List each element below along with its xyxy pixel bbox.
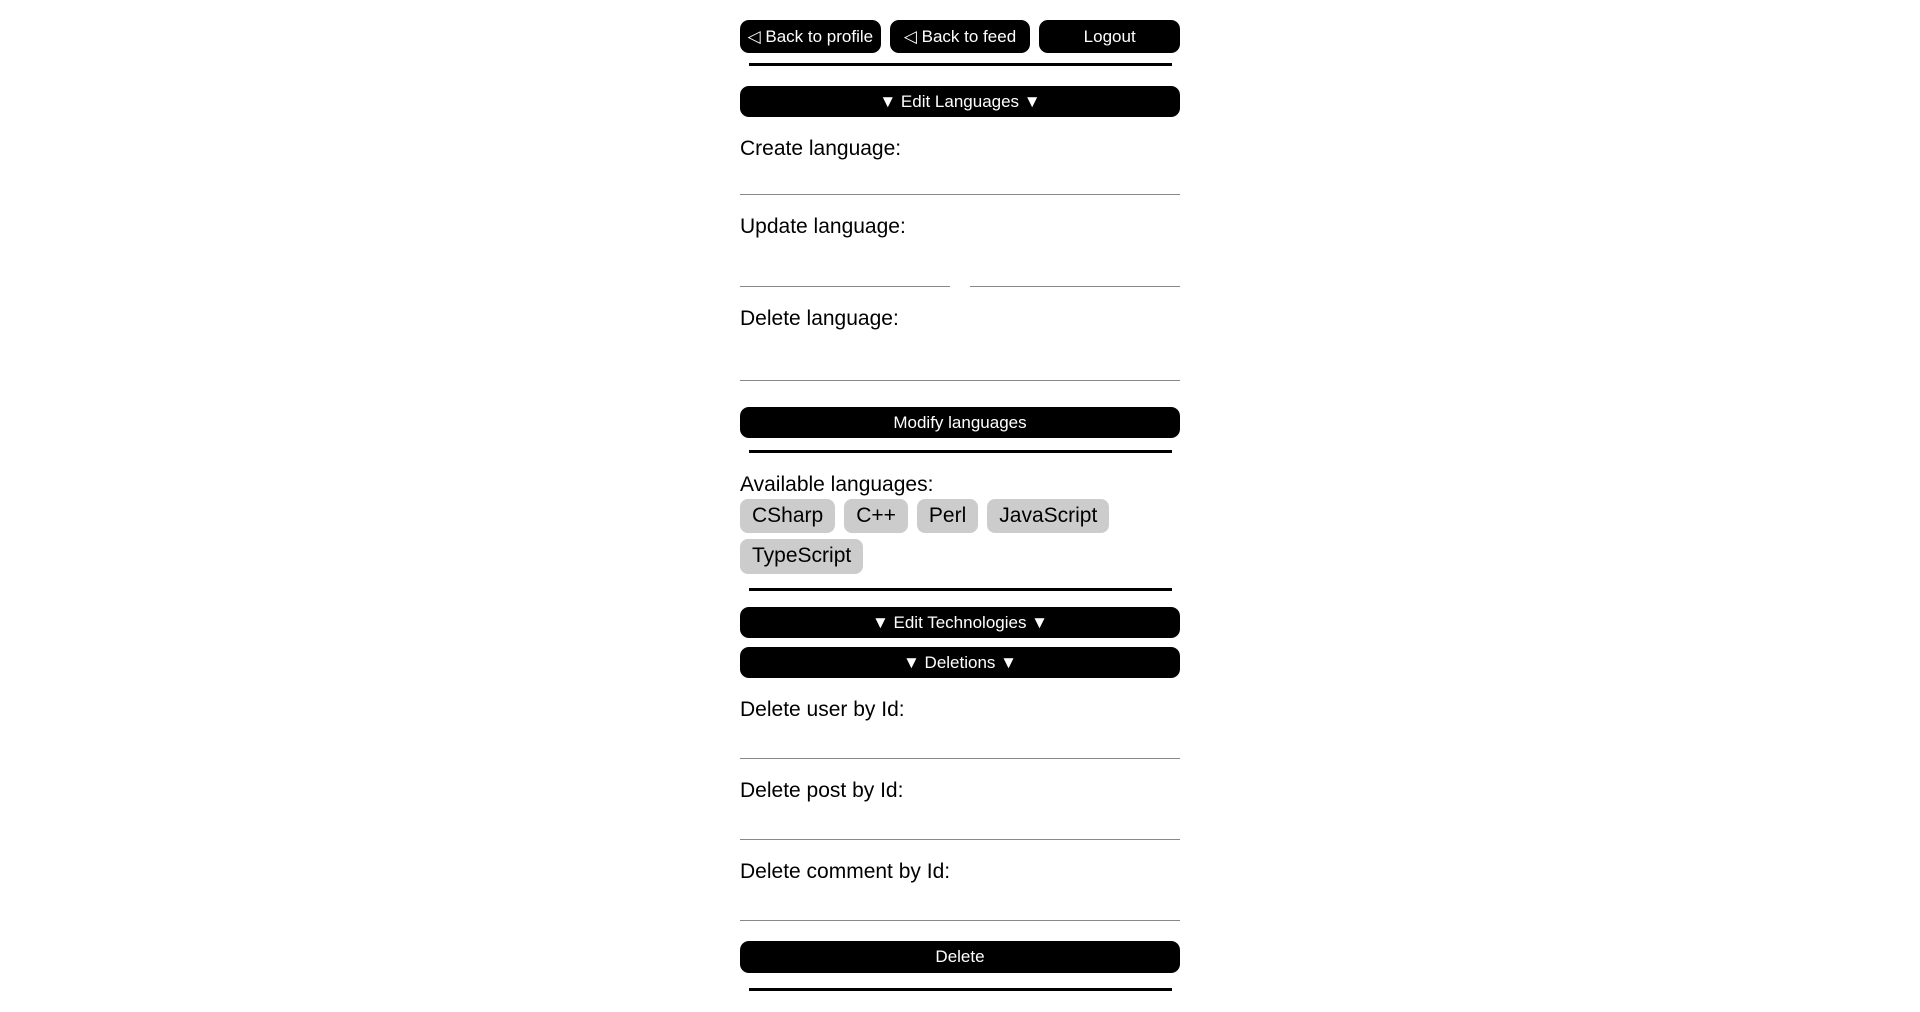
language-tag[interactable]: Perl bbox=[917, 499, 978, 533]
back-to-feed-button[interactable]: ◁ Back to feed bbox=[890, 20, 1031, 53]
deletions-toggle[interactable]: ▼ Deletions ▼ bbox=[740, 647, 1180, 678]
back-to-profile-button[interactable]: ◁ Back to profile bbox=[740, 20, 881, 53]
delete-post-input[interactable] bbox=[740, 803, 1180, 840]
divider bbox=[749, 588, 1172, 591]
delete-post-label: Delete post by Id: bbox=[740, 778, 904, 802]
divider bbox=[749, 63, 1172, 66]
language-tag[interactable]: CSharp bbox=[740, 499, 835, 533]
logout-button[interactable]: Logout bbox=[1039, 20, 1180, 53]
edit-languages-toggle[interactable]: ▼ Edit Languages ▼ bbox=[740, 86, 1180, 117]
admin-panel bbox=[740, 0, 1180, 991]
delete-comment-label: Delete comment by Id: bbox=[740, 859, 951, 883]
available-languages-label: Available languages: bbox=[740, 473, 934, 496]
update-language-old-input[interactable] bbox=[740, 249, 950, 287]
available-languages-list bbox=[740, 499, 1180, 574]
modify-languages-button[interactable]: Modify languages bbox=[740, 407, 1180, 438]
delete-user-label: Delete user by Id: bbox=[740, 697, 905, 721]
divider bbox=[749, 450, 1172, 453]
update-language-label: Update language: bbox=[740, 215, 906, 238]
update-language-row bbox=[740, 249, 1180, 287]
language-tag[interactable]: JavaScript bbox=[987, 499, 1109, 533]
delete-comment-input[interactable] bbox=[740, 884, 1180, 921]
delete-user-input[interactable] bbox=[740, 722, 1180, 759]
language-tag[interactable]: TypeScript bbox=[740, 539, 863, 573]
top-nav-row bbox=[740, 20, 1180, 53]
delete-button[interactable]: Delete bbox=[740, 941, 1180, 973]
delete-language-input[interactable] bbox=[740, 331, 1180, 381]
divider bbox=[749, 988, 1172, 991]
edit-technologies-toggle[interactable]: ▼ Edit Technologies ▼ bbox=[740, 607, 1180, 638]
language-tag[interactable]: C++ bbox=[844, 499, 908, 533]
create-language-label: Create language: bbox=[740, 137, 902, 160]
delete-language-label: Delete language: bbox=[740, 307, 899, 330]
update-language-new-input[interactable] bbox=[970, 249, 1180, 287]
create-language-input[interactable] bbox=[740, 161, 1180, 195]
